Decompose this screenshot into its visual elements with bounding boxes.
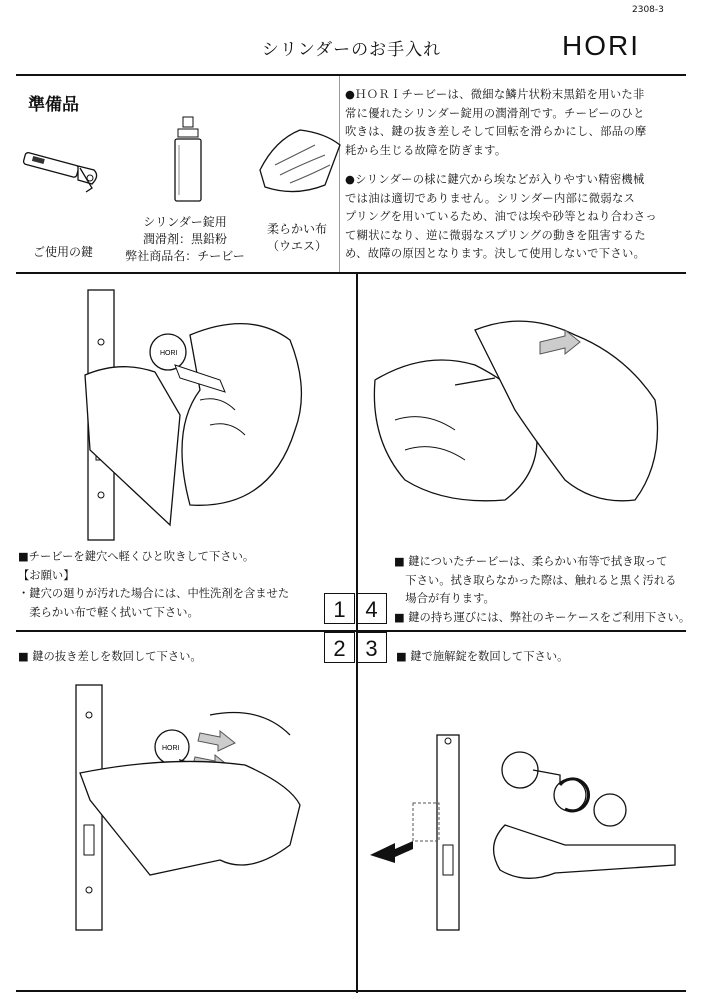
section-rule-top xyxy=(16,272,686,274)
note-oil-line-4: て糊状になり、逆に微弱なスプリングの動きを阻害するた xyxy=(345,228,646,242)
cloth-illustration xyxy=(255,125,345,200)
step4-line-2: 下さい。拭き取らなかった際は、触れると黒く汚れる xyxy=(394,573,677,587)
step3-instruction: ■ 鍵で施解錠を数回して下さい。 xyxy=(396,650,569,663)
lubricant-bottle-illustration xyxy=(168,115,208,205)
note-graphite xyxy=(345,86,685,160)
step1-illustration xyxy=(20,280,350,540)
step1-line-3: ・鍵穴の廻りが汚れた場合には、中性洗剤を含ませた xyxy=(18,587,290,600)
key-illustration xyxy=(20,140,110,210)
lubricant-caption-line-3: 弊社商品名：チービー xyxy=(125,249,245,263)
lubricant-caption-line-1: シリンダー錠用 xyxy=(143,215,227,229)
note-oil-line-3: プリングを用いているため、油では埃や砂等とねり合わさっ xyxy=(345,210,657,224)
step1-cylinder-mark: HORI xyxy=(160,350,178,357)
preparation-heading: 準備品 xyxy=(28,95,79,115)
note-graphite-line-2: 常に優れたシリンダー錠用の潤滑剤です。チービーのひと xyxy=(345,106,645,120)
note-oil-line-1: ●シリンダーの梂に鍵穴から埃などが入りやすい精密機械 xyxy=(345,173,645,186)
step2-illustration xyxy=(20,675,350,935)
step1-line-2: 【お願い】 xyxy=(18,568,75,582)
note-oil-line-5: め、故障の原因となります。決して使用しないで下さい。 xyxy=(345,247,646,261)
step3-illustration xyxy=(365,675,685,935)
step4-line-1: ■ 鍵についたチービーは、柔らかい布等で拭き取って xyxy=(394,555,668,568)
step-number-4: 4 xyxy=(356,593,387,624)
step-number-1: 1 xyxy=(324,593,355,624)
step-number-3: 3 xyxy=(356,632,387,663)
brand-logo: HORI xyxy=(562,30,640,61)
note-oil-line-2: では油は適切でありません。シリンダー内部に微弱なス xyxy=(345,191,636,205)
lubricant-caption-line-2: 潤滑剤：黒鉛粉 xyxy=(142,232,227,246)
cloth-caption xyxy=(252,221,342,255)
step1-instructions xyxy=(18,548,338,622)
step4-line-3: 場合が有ります。 xyxy=(394,592,495,605)
note-oil-warning xyxy=(345,171,685,264)
note-graphite-line-3: 吹きは、鍵の抜き差しそして回転を滑らかにし、部品の摩 xyxy=(345,125,647,139)
step2-instruction: ■ 鍵の抜き差しを数回して下さい。 xyxy=(18,650,202,663)
step4-instructions xyxy=(394,553,694,627)
step1-line-1: ■チービーを鍵穴へ軽くひと吹きして下さい。 xyxy=(18,550,255,563)
cloth-caption-line-2: （ウエス） xyxy=(266,239,327,253)
step4-line-4: ■ 鍵の持ち運びには、弊社のキーケースをご利用下さい。 xyxy=(394,610,691,624)
cloth-caption-line-1: 柔らかい布 xyxy=(266,222,327,236)
step1-line-4: 柔らかい布で軽く拭いて下さい。 xyxy=(18,605,199,619)
step2-cylinder-mark: HORI xyxy=(162,745,180,752)
document-code: 2308-3 xyxy=(632,5,664,15)
lubricant-caption xyxy=(115,214,255,265)
header-rule xyxy=(16,74,686,76)
step-number-2: 2 xyxy=(324,632,355,663)
note-graphite-line-4: 耗から生じる故障を防ぎます。 xyxy=(345,143,507,157)
section-rule-bottom xyxy=(16,990,686,992)
step4-illustration xyxy=(365,290,685,520)
key-caption: ご使用の鍵 xyxy=(32,245,93,259)
page-title: シリンダーのお手入れ xyxy=(261,40,442,60)
note-graphite-line-1: ●ＨＯＲＩチービーは、微細な鱗片状粉末黒鉛を用いた非 xyxy=(345,88,645,101)
